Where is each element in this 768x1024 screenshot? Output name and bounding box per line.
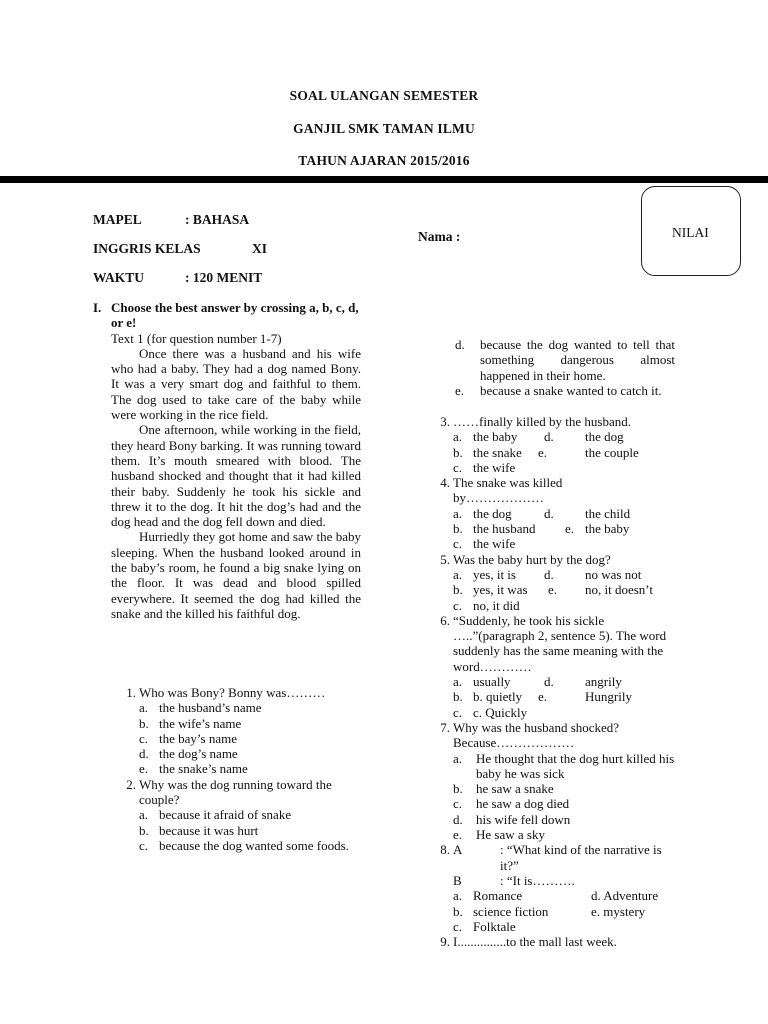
story-paragraph-3: Hurriedly they got home and saw the baby sleeping. When the husband looked around in the baby’s room, he found a big snake lying on the floor. It was dead and blood spilled everywhere. It seemed the dog had killed the snake and the killed his faithful dog. xyxy=(111,529,361,621)
q6-option-d[interactable]: d. angrily xyxy=(544,674,622,690)
question-8: 8. A : “What kind of the narrative is it?” B : “It is………. a. Romance d. Adventure b. science fiction e. mystery c. Folktale xyxy=(428,842,678,934)
question-7: 7. Why was the husband shocked? Because……………… a. He thought that the dog hurt killed his baby he was sick b. he saw a snake c. he saw a dog died d. his wife fell down e. He saw a sky xyxy=(428,720,678,842)
question-2 xyxy=(114,777,360,853)
q1-text: Who was Bony? Bonny was……… xyxy=(139,685,326,700)
q1-option-b[interactable]: b. the wife’s name xyxy=(139,715,242,731)
left-column xyxy=(93,300,361,621)
q2-continued xyxy=(455,337,675,398)
waktu-value: : 120 MENIT xyxy=(185,270,263,285)
q2-option-b[interactable]: b. because it was hurt xyxy=(139,822,259,838)
q2-number: 2. xyxy=(126,776,136,792)
q7-option-b[interactable]: b. he saw a snake xyxy=(453,781,554,797)
q2-option-e[interactable]: e. because a snake wanted to catch it. xyxy=(455,382,662,398)
section-number: I. xyxy=(93,300,102,315)
q5-text: Was the baby hurt by the dog? xyxy=(453,551,611,567)
q7-option-d[interactable]: d. his wife fell down xyxy=(453,811,571,827)
exam-title: SOAL ULANGAN SEMESTER xyxy=(289,88,479,103)
q4-option-b[interactable]: b. the husband xyxy=(453,521,536,537)
q7-option-a[interactable]: a. He thought that the dog hurt killed his baby he was sick xyxy=(453,750,675,781)
q1-option-a[interactable]: a. the husband’s name xyxy=(139,700,262,716)
school-name: GANJIL SMK TAMAN ILMU xyxy=(293,121,475,136)
q8-line-b: B : “It is………. xyxy=(453,872,575,888)
nama-label: Nama : xyxy=(418,229,461,244)
text-label: Text 1 (for question number 1-7) xyxy=(111,330,282,346)
q4-option-d[interactable]: d. the child xyxy=(544,505,631,521)
q4-text: The snake was killed by……………… xyxy=(453,475,563,506)
q3-option-e[interactable]: e. the couple xyxy=(538,444,639,460)
q8-option-e[interactable]: e. mystery xyxy=(591,903,646,919)
q1-option-d[interactable]: d. the dog’s name xyxy=(139,746,238,762)
q6-text: “Suddenly, he took his sickle …..”(paragraph 2, sentence 5). The word suddenly has the same meaning with the word………… xyxy=(453,612,667,674)
header-divider xyxy=(0,176,768,183)
q2-option-a[interactable]: a. because it afraid of snake xyxy=(139,807,292,823)
question-3: 3. ……finally killed by the husband. a. the baby d. the dog b. the snake e. the couple c. the wife xyxy=(428,414,678,475)
q3-option-a[interactable]: a. the baby xyxy=(453,429,518,445)
score-label: NILAI xyxy=(672,225,709,240)
question-5: 5. Was the baby hurt by the dog? a. yes, it is d. no was not b. yes, it was e. no, it doesn’t c. no, it did xyxy=(428,552,678,613)
q7-option-e[interactable]: e. He saw a sky xyxy=(453,827,545,843)
q8-option-d[interactable]: d. Adventure xyxy=(591,888,659,904)
question-4: 4. The snake was killed by……………… a. the dog d. the child b. the husband e. the baby c. the wife xyxy=(428,475,678,551)
q4-option-c[interactable]: c. the wife xyxy=(453,536,516,552)
q5-option-c[interactable]: c. no, it did xyxy=(453,597,520,613)
q3-text: ……finally killed by the husband. xyxy=(453,414,632,429)
q8-line-a: A : “What kind of the narrative is it?” xyxy=(453,842,662,873)
question-6: 6. “Suddenly, he took his sickle …..”(paragraph 2, sentence 5). The word suddenly has the same meaning with the word………… a. usually d. angrily b. b. quietly e. Hungrily c. c. Quickly xyxy=(428,613,678,720)
q6-option-c[interactable]: c. c. Quickly xyxy=(453,704,528,720)
q5-option-a[interactable]: a. yes, it is xyxy=(453,566,516,582)
mapel-value: : BAHASA xyxy=(185,212,250,227)
q2-text: Why was the dog running toward the couple? xyxy=(139,776,332,808)
right-questions xyxy=(428,414,678,949)
q7-option-c[interactable]: c. he saw a dog died xyxy=(453,796,570,812)
question-9: 9. I...............to the mall last week. xyxy=(428,934,678,949)
q9-text: I...............to the mall last week. xyxy=(453,934,617,950)
section-instruction: Choose the best answer by crossing a, b, c, d, or e! xyxy=(111,300,359,331)
q1-option-e[interactable]: e. the snake’s name xyxy=(139,761,248,777)
section-instruction-block xyxy=(93,300,361,621)
q3-option-b[interactable]: b. the snake xyxy=(453,444,522,460)
q6-option-e[interactable]: e. Hungrily xyxy=(538,689,632,705)
q2-option-c[interactable]: c. because the dog wanted some foods. xyxy=(139,837,349,853)
waktu-label: WAKTU xyxy=(93,270,145,285)
q1-option-c[interactable]: c. the bay’s name xyxy=(139,730,237,746)
story-paragraph-1: Once there was a husband and his wife who had a baby. They had a dog named Bony. It was a very smart dog and faithful to them. The dog used to take care of the baby while were working in the rice field. xyxy=(111,345,361,423)
academic-year: TAHUN AJARAN 2015/2016 xyxy=(298,153,470,168)
inggris-label: INGGRIS KELAS xyxy=(93,241,201,256)
q3-option-d[interactable]: d. the dog xyxy=(544,429,624,445)
kelas-value: XI xyxy=(252,241,268,256)
q2-option-d[interactable]: d. because the dog wanted to tell that something dangerous almost happened in their home. xyxy=(455,337,675,383)
question-1 xyxy=(114,685,360,853)
q8-option-c[interactable]: c. Folktale xyxy=(453,918,516,934)
q6-option-b[interactable]: b. b. quietly xyxy=(453,689,523,705)
q3-option-c[interactable]: c. the wife xyxy=(453,459,516,475)
q1-number: 1. xyxy=(126,685,136,700)
q5-option-d[interactable]: d. no was not xyxy=(544,566,642,582)
q5-option-e[interactable]: e. no, it doesn’t xyxy=(548,582,654,598)
q8-option-b[interactable]: b. science fiction xyxy=(453,903,549,919)
q5-option-b[interactable]: b. yes, it was xyxy=(453,582,528,598)
q4-option-e[interactable]: e. the baby xyxy=(565,521,630,537)
q6-option-a[interactable]: a. usually xyxy=(453,674,511,690)
q7-text: Why was the husband shocked? Because……………… xyxy=(453,719,620,751)
q8-option-a[interactable]: a. Romance xyxy=(453,888,523,904)
mapel-label: MAPEL xyxy=(93,212,142,227)
q4-option-a[interactable]: a. the dog xyxy=(453,505,512,521)
story-paragraph-2: One afternoon, while working in the field, they heard Bony barking. It was running toward them. It’s mouth smeared with blood. The husband shocked and thought that it had killed their baby. Suddenly he took his sickle and threw it to the dog. It hit the dog’s had and the dog head and the dog fell down and died. xyxy=(111,422,361,530)
